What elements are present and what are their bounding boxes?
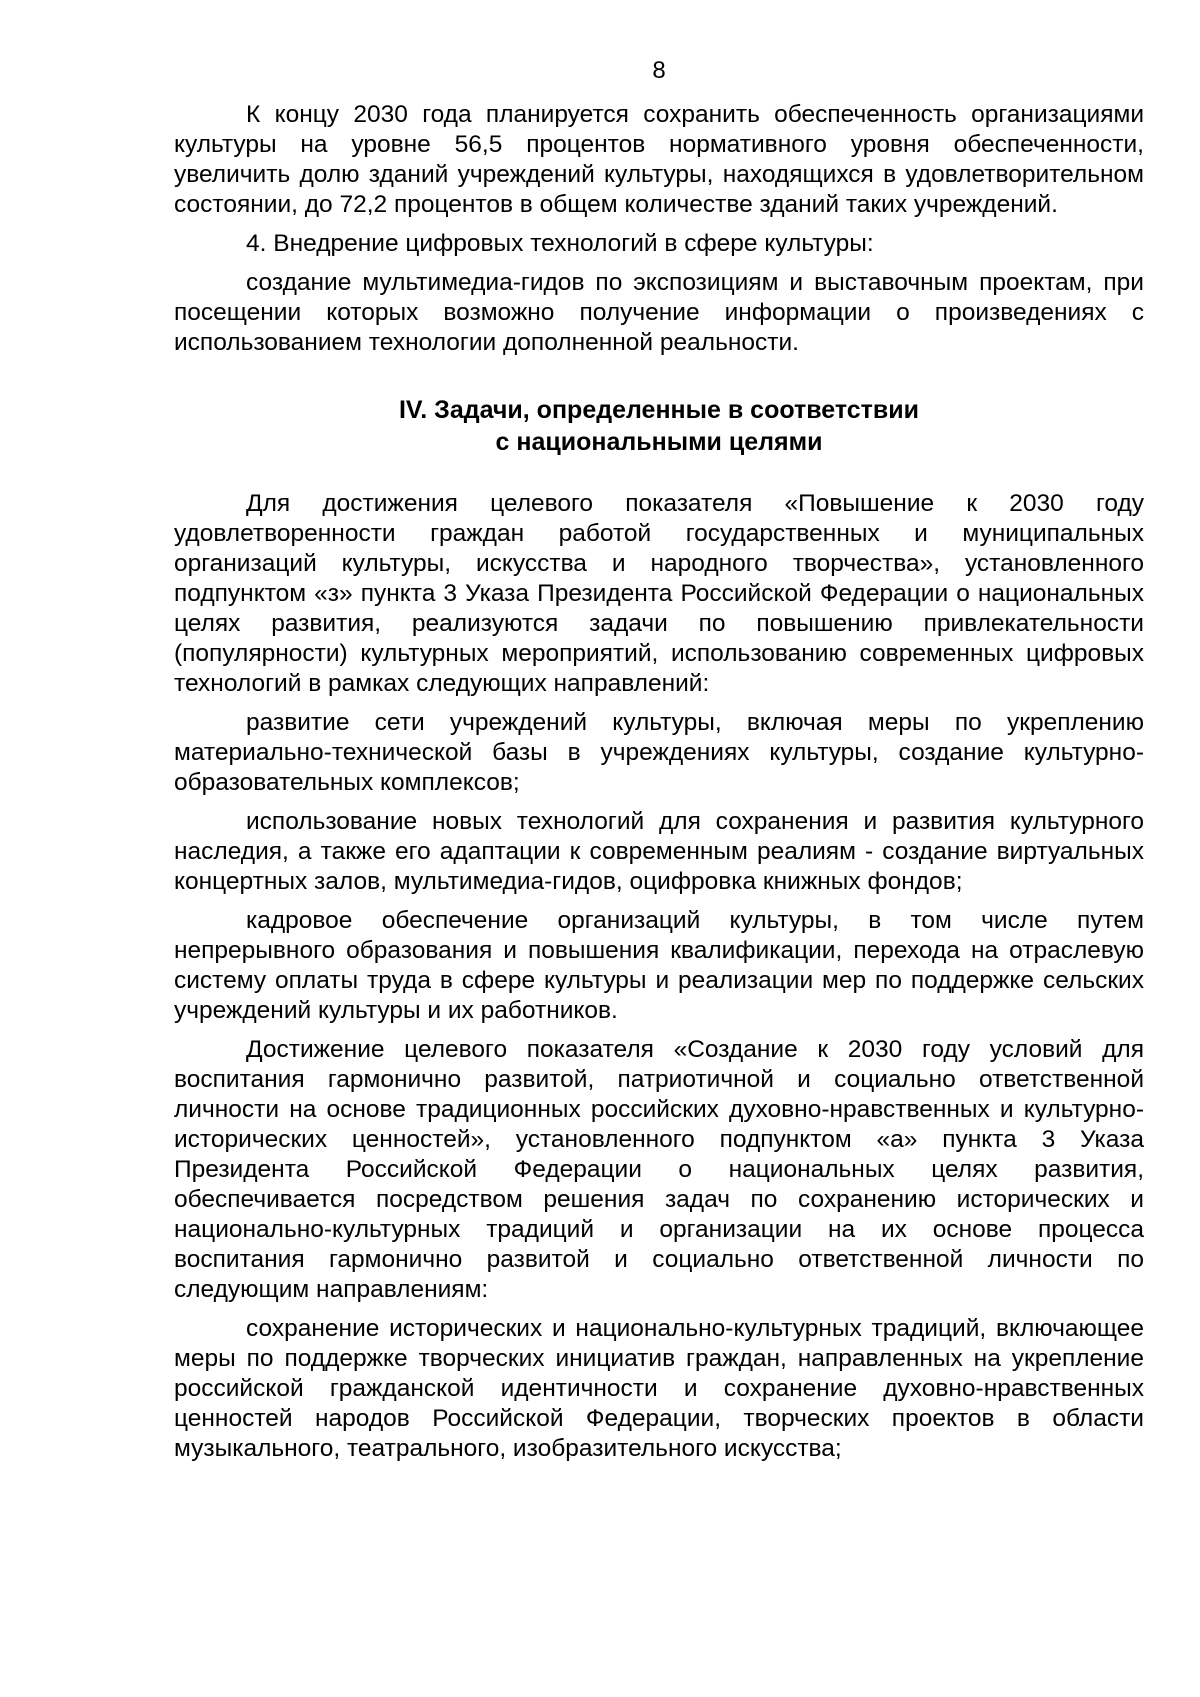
paragraph-multimedia-guides: создание мультимедиа-гидов по экспозициям и выставочным проектам, при посещении которых возможно получение информации о произведениях с использованием технологии дополненной реальности. [174,269,1144,356]
paragraph-staffing: кадровое обеспечение организаций культуры, в том числе путем непрерывного образования и повышения квалификации, перехода на отраслевую систему оплаты труда в сфере культуры и реализации мер по поддержке сельских учреждений культуры и их работников. [174,907,1144,1024]
paragraph-digital-tech-item: 4. Внедрение цифровых технологий в сфере культуры: [246,230,874,257]
paragraph-traditions-preservation: сохранение исторических и национально-культурных традиций, включающее меры по поддержке творческих инициатив граждан, направленных на укрепление российской гражданской идентичности и сохранение духовно-нравственных ценностей народов Российской Федерации, творческих проектов в области музыкального, театрального, изобразительного искусства; [174,1315,1144,1462]
section-heading [174,394,1144,458]
section-heading-line-2: с национальными целями [495,428,823,456]
paragraph-new-technologies: использование новых технологий для сохранения и развития культурного наследия, а также его адаптации к современным реалиям - создание виртуальных концертных залов, мультимедиа-гидов, оцифровка книжных фондов; [174,808,1144,895]
document-page [174,56,1144,1473]
page-number: 8 [652,57,666,84]
section-heading-line-1: IV. Задачи, определенные в соответствии [398,396,920,424]
paragraph-satisfaction-target: Для достижения целевого показателя «Повышение к 2030 году удовлетворенности граждан работой государственных и муниципальных организаций культуры, искусства и народного творчества», установленного подпунктом «з» пункта 3 Указа Президента Российской Федерации о национальных целях развития, реализуются задачи по повышению привлекательности (популярности) культурных мероприятий, использованию современных цифровых технологий в рамках следующих направлений: [174,490,1144,697]
paragraph-network-development: развитие сети учреждений культуры, включая меры по укреплению материально-технической базы в учреждениях культуры, создание культурно-образовательных комплексов; [174,709,1144,796]
paragraph-provision-targets: К концу 2030 года планируется сохранить обеспеченность организациями культуры на уровне 56,5 процентов нормативного уровня обеспеченности, увеличить долю зданий учреждений культуры, находящихся в удовлетворительном состоянии, до 72,2 процентов в общем количестве зданий таких учреждений. [174,101,1144,218]
paragraph-personality-target: Достижение целевого показателя «Создание к 2030 году условий для воспитания гармонично развитой, патриотичной и социально ответственной личности на основе традиционных российских духовно-нравственных и культурно-исторических ценностей», установленного подпунктом «а» пункта 3 Указа Президента Российской Федерации о национальных целях развития, обеспечивается посредством решения задач по сохранению исторических и национально-культурных традиций и организации на их основе процесса воспитания гармонично развитой и социально ответственной личности по следующим направлениям: [174,1036,1144,1303]
